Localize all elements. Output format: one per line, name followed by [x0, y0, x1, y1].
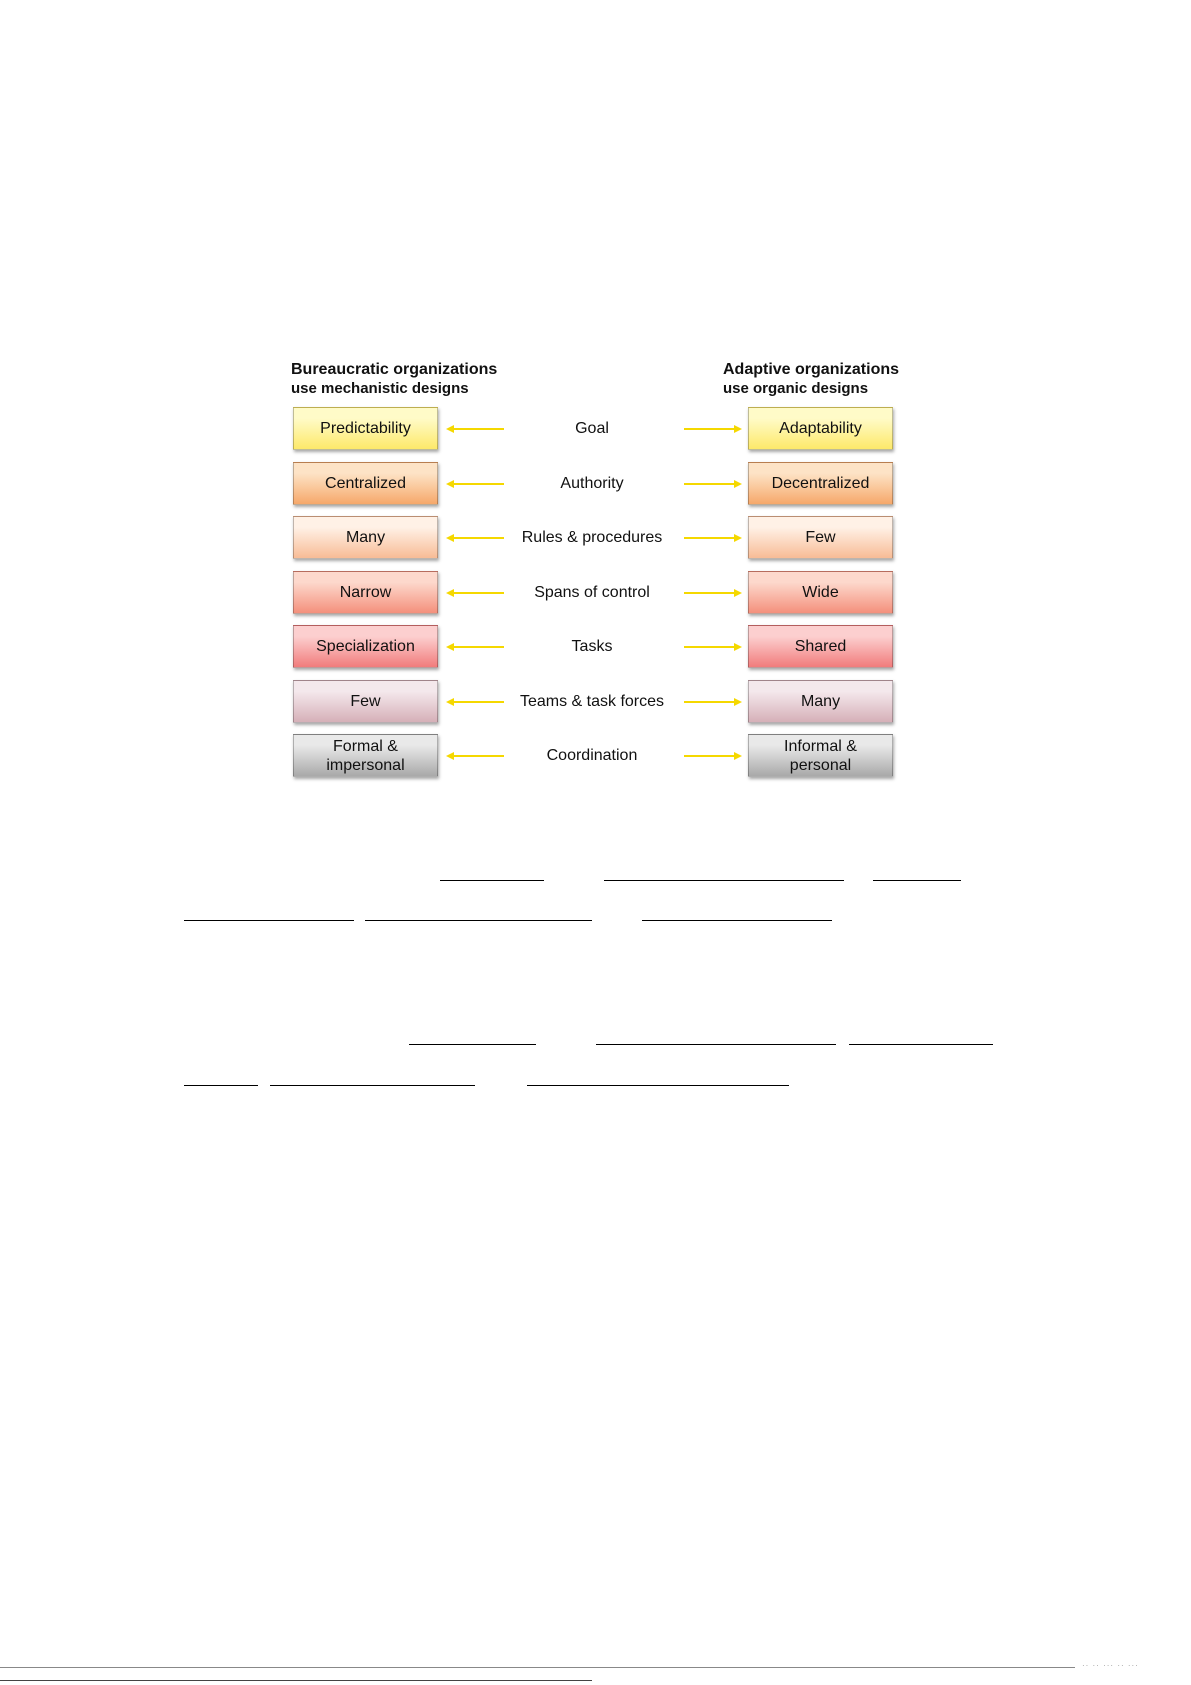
blank-line [596, 1044, 836, 1045]
footer-marks: ·· ·· ··· ·· ··· [1082, 1661, 1139, 1670]
right-header-line1: Adaptive organizations [723, 361, 900, 378]
right-design-box [748, 734, 893, 777]
left-arrow-icon [446, 697, 504, 707]
left-design-label: Specialization [316, 638, 415, 655]
criterion-label: Tasks [571, 638, 613, 655]
right-design-box [748, 516, 893, 559]
right-arrow-icon [684, 479, 742, 489]
blank-line [270, 1085, 475, 1086]
right-arrow-icon [684, 424, 742, 434]
right-design-box [748, 571, 893, 614]
left-arrow-icon [446, 751, 504, 761]
right-arrow-icon [684, 588, 742, 598]
left-design-box [293, 516, 438, 559]
blank-line [409, 1044, 536, 1045]
left-arrow-icon [446, 424, 504, 434]
criterion-label: Authority [560, 475, 624, 492]
left-design-box [293, 680, 438, 723]
right-design-label: Wide [802, 584, 839, 601]
blank-line [642, 920, 832, 921]
left-design-label: Formal & impersonal [326, 737, 405, 774]
org-design-diagram [0, 0, 1191, 800]
right-design-box [748, 680, 893, 723]
left-design-label: Narrow [339, 584, 392, 601]
blank-line [873, 880, 961, 881]
blank-line [604, 880, 844, 881]
left-design-label: Centralized [325, 475, 406, 492]
left-design-label: Few [350, 693, 381, 710]
right-header-line2: use organic designs [723, 380, 869, 397]
blank-line [184, 1085, 258, 1086]
criterion-label: Rules & procedures [521, 529, 663, 546]
criterion-label: Goal [575, 420, 609, 437]
footer-rule [0, 1667, 1075, 1668]
right-design-box [748, 625, 893, 668]
right-design-box [748, 462, 893, 505]
right-arrow-icon [684, 642, 742, 652]
left-design-label: Many [345, 529, 386, 546]
blank-line [527, 1085, 789, 1086]
right-design-label: Few [805, 529, 836, 546]
blank-line [184, 920, 354, 921]
criterion-label: Teams & task forces [519, 693, 665, 710]
right-design-box [748, 407, 893, 450]
left-header-line1: Bureaucratic organizations [291, 361, 498, 378]
right-design-label: Shared [794, 638, 847, 655]
blank-line [849, 1044, 993, 1045]
right-design-label: Adaptability [779, 420, 862, 437]
right-arrow-icon [684, 533, 742, 543]
left-design-box [293, 571, 438, 614]
left-arrow-icon [446, 533, 504, 543]
blank-line [440, 880, 544, 881]
footnote-rule [0, 1680, 592, 1681]
right-design-label: Informal & personal [784, 737, 857, 774]
left-column-header [291, 360, 497, 398]
criterion-label: Coordination [546, 747, 638, 764]
left-design-label: Predictability [320, 420, 411, 437]
right-column-header [723, 360, 899, 398]
left-design-box [293, 462, 438, 505]
blank-line [365, 920, 592, 921]
right-arrow-icon [684, 751, 742, 761]
left-design-box [293, 625, 438, 668]
left-arrow-icon [446, 588, 504, 598]
left-design-box [293, 407, 438, 450]
left-design-box [293, 734, 438, 777]
left-arrow-icon [446, 642, 504, 652]
left-arrow-icon [446, 479, 504, 489]
right-design-label: Decentralized [771, 475, 870, 492]
left-header-line2: use mechanistic designs [291, 380, 469, 397]
right-design-label: Many [800, 693, 841, 710]
criterion-label: Spans of control [534, 584, 650, 601]
right-arrow-icon [684, 697, 742, 707]
